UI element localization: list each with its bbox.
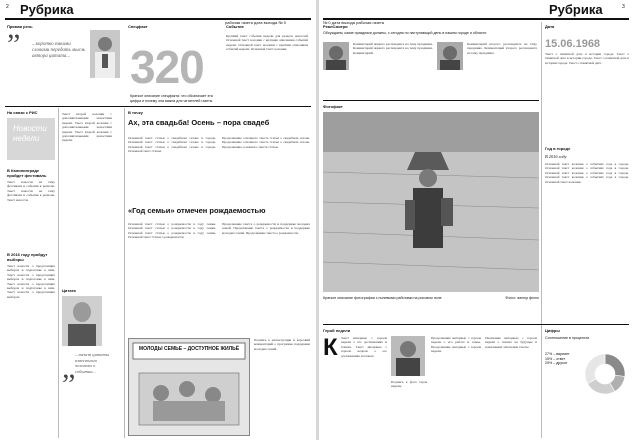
speaker-photo — [90, 30, 120, 78]
news-title-line1: Новости — [13, 124, 47, 133]
photo-caption: Краткое описание фотографии с полевыми работами на рисовом поле — [323, 296, 442, 300]
stat-item: 27% – вариант — [545, 352, 570, 356]
quote2-text: ...текст цитаты известного человека о событии... — [75, 352, 109, 374]
sidebar-label-year: Год в городе — [545, 146, 571, 151]
date-value: 15.06.1968 — [545, 38, 601, 50]
news-title — [7, 118, 55, 144]
stat-item: 25% – другое — [545, 361, 568, 365]
quote-mark-2: ” — [62, 368, 76, 401]
big-number: 320 — [130, 41, 204, 93]
interview-col3: Окончание интервью с героем недели о планах на будущее и пожеланиях читателям газеты. — [485, 336, 537, 349]
rubric-title-left: Рубрика — [20, 2, 74, 17]
portrait-2-text: Комментарий второго респондента на тему праздника. Комментарий второго респондента на тему праздника. — [467, 42, 537, 55]
left-page — [0, 0, 316, 440]
year-note: В 2016 году — [545, 154, 567, 159]
photo-credit: Фото: автор фото — [505, 296, 539, 300]
header-line-left: рабочая газета дата выхода № 0 — [225, 20, 286, 25]
hero-photo — [391, 336, 425, 376]
article1-col2: Продолжение основного текста статьи о свадебном сезоне. Продолжение основного текста статьи о свадебном сезоне. Продолжение основного текста статьи. — [222, 136, 310, 149]
quote-person-photo — [62, 296, 102, 346]
quote-text: ...коротко емкими словами передать мысль автора цитата... — [32, 42, 86, 60]
quote-label: Цитата — [62, 288, 76, 293]
col-label-real: РеалСмотри — [323, 24, 348, 29]
poster-side-text: Подпись к иллюстрации и короткий комментарий о программе поддержки молодых семей. — [254, 338, 310, 351]
poster-text: МОЛОДЫ СЕМЬЕ – ДОСТУПНОЕ ЖИЛЬЁ — [138, 346, 240, 352]
year-text: Основной текст колонки о событиях года в городе. Основной текст колонки о событиях года в городе. Основной текст колонки о событиях года в городе. Основной текст колонки о событиях года в городе. Основной текст колонки. — [545, 162, 629, 184]
right-row-divider-2 — [323, 324, 629, 325]
right-row-divider — [323, 100, 539, 101]
photo-fact — [323, 112, 539, 292]
rubric-title-right: Рубрика — [549, 2, 603, 17]
left-sidebar-text-2: Текст новости о предстоящих выборах и подготовке к ним. Текст новости о предстоящих выборах и подготовке к ним. Текст новости о предстоящих выборах и подготовке к ним. Текст новости о предстоящих выборах. — [7, 264, 55, 299]
event-text-lead: Краткий текст события недели для раздела новостей — [226, 34, 308, 38]
article1-col1: Основной текст статьи о свадебном сезоне в городе. Основной текст статьи о свадебном сезоне в городе. Основной текст статьи о свадебном сезоне в городе. Основной текст статьи. — [128, 136, 216, 154]
stats-subtitle: Соотношение в процентах — [545, 336, 590, 340]
news-title-line2: недели — [13, 134, 40, 143]
stats-label: Цифры — [545, 328, 560, 333]
right-col-divider — [541, 22, 542, 438]
page-number-left: 2 — [6, 4, 9, 10]
interview-col2: Продолжение интервью с героем недели о его работе и семье. Продолжение интервью с героем недели. — [431, 336, 481, 354]
portrait-1-text: Комментарий первого респондента на тему праздника. Комментарий первого респондента на тему праздника. Комментарий. — [353, 42, 433, 55]
header-line-right: № 0 дата выхода рабочая газета — [323, 20, 384, 25]
col-label-speech: Прямая речь — [7, 24, 33, 29]
quote-mark: ” — [7, 28, 21, 61]
hero-caption: Подпись к фото героя недели. — [391, 380, 427, 389]
left-subhead-2: В 2016 году пройдут выборы — [7, 252, 48, 262]
col-divider-2 — [124, 108, 125, 438]
article2-title: «Год семьи» отмечен рождаемостью — [128, 206, 266, 215]
photo-label: Фотофакт — [323, 104, 343, 109]
interview-label: Герой недели — [323, 328, 351, 333]
portrait-2 — [437, 42, 463, 70]
date-text: Текст о памятной дате в истории города. Текст о памятной дате в истории города. Текст о памятной дате в истории города. Текст о памятной дате. — [545, 52, 629, 65]
date-label: Дата — [545, 24, 555, 29]
stat-item: 15% – ответ — [545, 356, 566, 361]
portrait-1 — [323, 42, 349, 70]
donut-slice — [585, 354, 605, 384]
news-title-box — [7, 118, 55, 160]
poster-illustration — [128, 338, 250, 436]
donut-chart — [581, 350, 629, 398]
event-text: Краткий текст события недели для раздела новостей Основной текст колонки с кратким описанием событий недели. Основной текст колонки с кратким описанием событий недели. Основной текст колонки. — [226, 34, 308, 52]
left-subhead-1: В Калининграде пройдет фестиваль — [7, 168, 47, 178]
col-label-event: Событие — [226, 24, 244, 29]
interview-col1: Текст интервью с героем недели о его достижениях и планах. Текст интервью с героем недели о его достижениях и планах. — [341, 336, 387, 358]
narrow-column-text: Текст второй колонки с дополнительными новостями недели. Текст второй колонки с дополнительными новостями недели. Текст второй колонки с дополнительными новостями недели. — [62, 112, 112, 143]
header-rule-left — [5, 18, 311, 20]
article2-col1: Основной текст статьи о рождаемости в году семьи. Основной текст статьи о рождаемости в году семьи. Основной текст статьи о рождаемости в году семьи. Основной текст статьи о рождаемости. — [128, 222, 216, 240]
sidebar-label-news: На связи с РИС — [7, 110, 38, 115]
article2-col2: Продолжение текста о рождаемости и поддержке молодых семей. Продолжение текста о рождаемости и поддержке молодых семей. Продолжение текста о рождаемости. — [222, 222, 310, 235]
page-number-right: 3 — [622, 4, 625, 10]
right-page — [319, 0, 635, 440]
article1-title: Ах, эта свадьба! Осень – пора свадеб — [128, 118, 270, 127]
article1-label: В точку — [128, 110, 143, 115]
col-divider-1 — [58, 108, 59, 438]
donut-slice — [605, 354, 625, 377]
header-rule-right — [323, 18, 629, 20]
big-number-caption: Краткое описание спецфакта: что обозначает эта цифра и почему она важна для читателей газеты — [130, 94, 213, 103]
left-sidebar-text-1: Текст новости на тему фестиваля и события в регионе. Текст новости на тему фестиваля и события в регионе. Текст новости. — [7, 180, 55, 202]
row-divider-1 — [5, 106, 311, 107]
drop-cap: К — [323, 334, 338, 361]
intro-text: Обсуждаем, какие праздники должны, с сегодня по наступающий день в нашем городе и области — [323, 31, 487, 35]
col-label-fact: Спецфакт — [128, 24, 148, 29]
